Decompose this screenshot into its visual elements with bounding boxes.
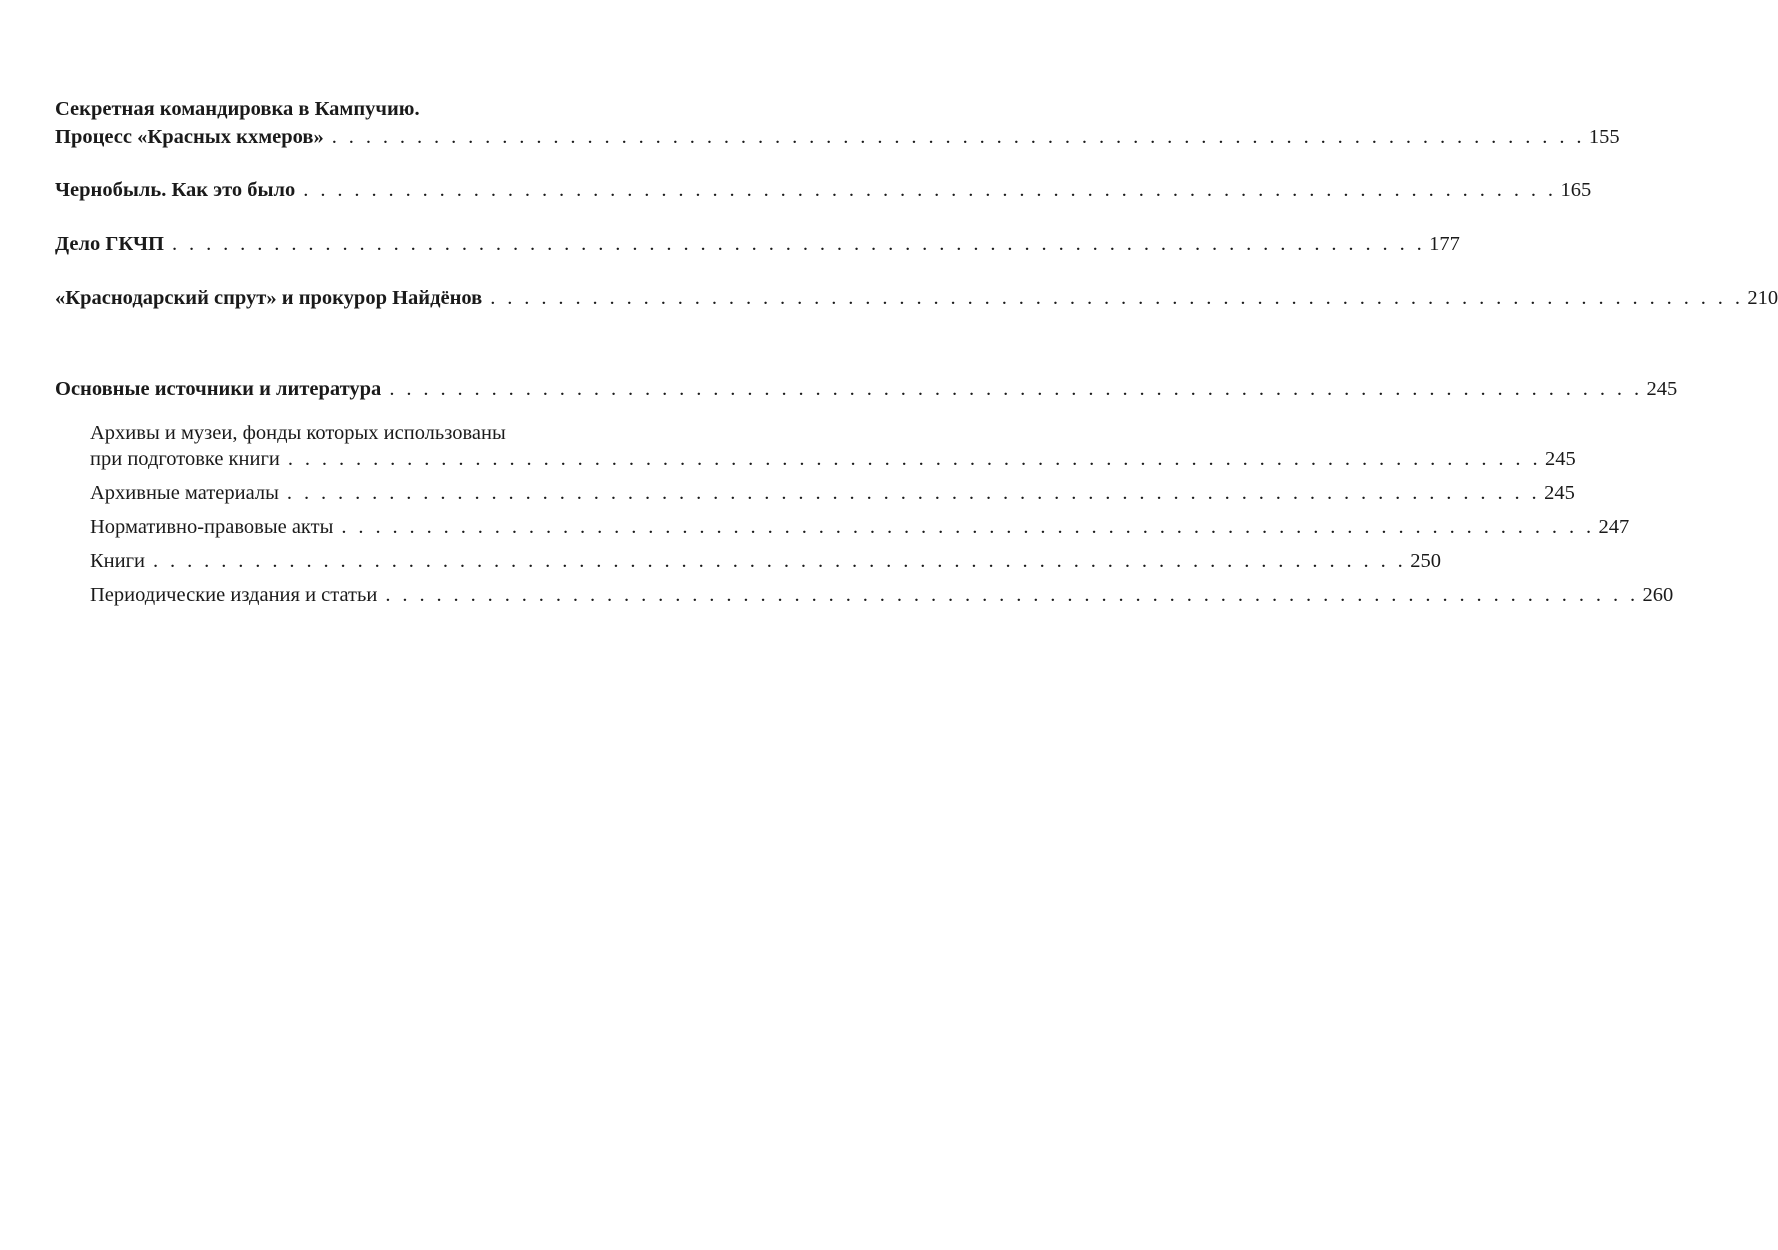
dot-leader: . . . . . . . . . . . . . . . . . . . . . . . . . . . . . . . . . . . . . . . . . . . . . . . . . . . . . . . . . . . . . . . . . . . . . . . . . . <box>153 550 1407 572</box>
toc-page-number: 177 <box>1429 233 1460 255</box>
dot-leader: . . . . . . . . . . . . . . . . . . . . . . . . . . . . . . . . . . . . . . . . . . . . . . . . . . . . . . . . . . . . . . . . . . . . . . . . . . <box>490 287 1744 309</box>
toc-entry-krasnodar[interactable] <box>55 285 1778 311</box>
dot-leader: . . . . . . . . . . . . . . . . . . . . . . . . . . . . . . . . . . . . . . . . . . . . . . . . . . . . . . . . . . . . . . . . . . . . . . . . . . <box>341 516 1595 538</box>
toc-subentry-books[interactable] <box>90 548 1441 574</box>
toc-entry-title: «Краснодарский спрут» и прокурор Найдёнов <box>55 287 483 309</box>
toc-entry-title: Секретная командировка в Кампучию. <box>55 98 420 120</box>
dot-leader: . . . . . . . . . . . . . . . . . . . . . . . . . . . . . . . . . . . . . . . . . . . . . . . . . . . . . . . . . . . . . . . . . . . . . . . . . . <box>286 482 1541 504</box>
toc-page-number: 245 <box>1544 482 1575 504</box>
toc-entry-kampuchea-line1 <box>55 96 703 122</box>
toc-entry-title: при подготовке книги <box>90 448 280 470</box>
toc-entry-title: Книги <box>90 550 145 572</box>
toc-page-number: 245 <box>1545 448 1576 470</box>
dot-leader: . . . . . . . . . . . . . . . . . . . . . . . . . . . . . . . . . . . . . . . . . . . . . . . . . . . . . . . . . . . . . . . . . . . . . . . . . . <box>303 179 1557 201</box>
dot-leader: . . . . . . . . . . . . . . . . . . . . . . . . . . . . . . . . . . . . . . . . . . . . . . . . . . . . . . . . . . . . . . . . . . . . . . . . . . <box>385 584 1639 606</box>
toc-entry-title: Периодические издания и статьи <box>90 584 378 606</box>
dot-leader: . . . . . . . . . . . . . . . . . . . . . . . . . . . . . . . . . . . . . . . . . . . . . . . . . . . . . . . . . . . . . . . . . . . . . . . . . . <box>171 233 1426 255</box>
toc-subentry-periodicals[interactable] <box>90 582 1674 608</box>
dot-leader: . . . . . . . . . . . . . . . . . . . . . . . . . . . . . . . . . . . . . . . . . . . . . . . . . . . . . . . . . . . . . . . . . . . . . . . . . . <box>389 378 1643 400</box>
toc-entry-title: Нормативно-правовые акты <box>90 516 334 538</box>
dot-leader: . . . . . . . . . . . . . . . . . . . . . . . . . . . . . . . . . . . . . . . . . . . . . . . . . . . . . . . . . . . . . . . . . . . . . . . . . . <box>331 126 1585 148</box>
toc-subentry-archives[interactable] <box>90 446 1576 472</box>
dot-leader: . . . . . . . . . . . . . . . . . . . . . . . . . . . . . . . . . . . . . . . . . . . . . . . . . . . . . . . . . . . . . . . . . . . . . . . . . . <box>287 448 1542 470</box>
toc-subentry-archival-materials[interactable] <box>90 480 1575 506</box>
toc-entry-title: Архивные материалы <box>90 482 279 504</box>
toc-entry-title: Дело ГКЧП <box>55 233 164 255</box>
toc-entry-chernobyl[interactable] <box>55 177 1592 203</box>
toc-entry-title: Архивы и музеи, фонды которых использованы <box>90 422 506 444</box>
toc-page-number: 247 <box>1598 516 1630 538</box>
toc-subentry-legal-acts[interactable] <box>90 514 1630 540</box>
toc-page-number: 210 <box>1747 287 1778 309</box>
toc-subentry-archives-line1 <box>90 420 703 446</box>
toc-entry-kampuchea[interactable] <box>55 124 1620 150</box>
toc-page-number: 260 <box>1642 584 1674 606</box>
toc-entry-gkchp[interactable] <box>55 231 1460 257</box>
toc-entry-title: Основные источники и литература <box>55 378 382 400</box>
toc-entry-sources[interactable] <box>55 376 1678 402</box>
toc-page-number: 165 <box>1560 179 1592 201</box>
toc-page-number: 155 <box>1588 126 1620 148</box>
toc-entry-title: Чернобыль. Как это было <box>55 179 296 201</box>
toc-entry-title: Процесс «Красных кхмеров» <box>55 126 324 148</box>
toc-page-number: 245 <box>1646 378 1678 400</box>
toc-page-number: 250 <box>1410 550 1441 572</box>
